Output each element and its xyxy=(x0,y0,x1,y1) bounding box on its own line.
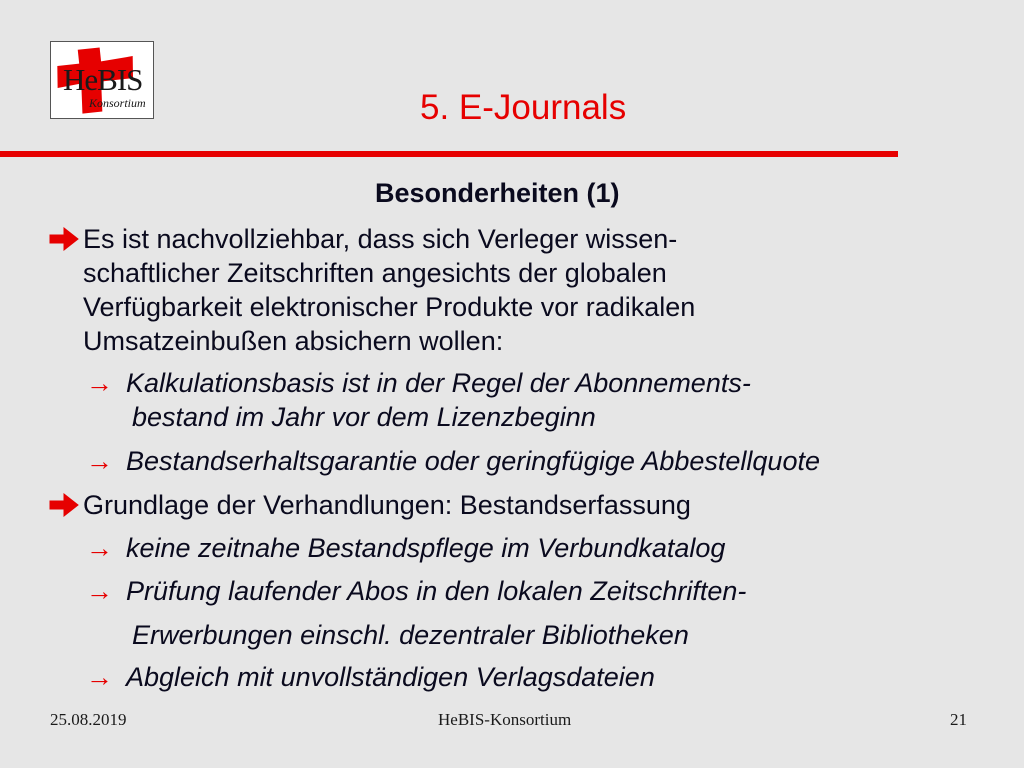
sub-bullet-text xyxy=(126,531,725,565)
arrow-icon: → xyxy=(86,576,113,606)
sub-bullet-line: Kalkulationsbasis ist in der Regel der Abonnements- xyxy=(126,368,751,398)
bullet-line: schaftlicher Zeitschriften angesichts der globalen xyxy=(83,258,667,288)
bullet-line: Umsatzeinbußen absichern wollen: xyxy=(83,326,504,356)
sub-bullet-text xyxy=(126,660,655,694)
sub-bullet-line: Erwerbungen einschl. dezentraler Bibliotheken xyxy=(132,620,689,650)
sub-bullet-line: Abgleich mit unvollständigen Verlagsdateien xyxy=(126,662,655,692)
logo-sub-text: Konsortium xyxy=(89,96,146,110)
arrow-icon: → xyxy=(86,368,113,398)
red-arrow-bullet-icon xyxy=(48,227,80,251)
bullet-line: Grundlage der Verhandlungen: Bestandserfassung xyxy=(83,490,691,520)
footer-date: 25.08.2019 xyxy=(50,710,127,729)
arrow-icon: → xyxy=(86,662,113,692)
red-arrow-bullet-icon xyxy=(48,493,80,517)
footer-page-number: 21 xyxy=(950,710,967,729)
slide-subtitle: Besonderheiten (1) xyxy=(375,178,620,208)
bullet-line: Es ist nachvollziehbar, dass sich Verleger wissen- xyxy=(83,224,678,254)
sub-bullet-line: Prüfung laufender Abos in den lokalen Zeitschriften- xyxy=(126,576,747,606)
arrow-icon: → xyxy=(86,533,113,563)
sub-bullet-line: Bestandserhaltsgarantie oder geringfügige Abbestellquote xyxy=(126,446,820,476)
sub-bullet-line: bestand im Jahr vor dem Lizenzbeginn xyxy=(132,402,596,432)
slide-title: 5. E-Journals xyxy=(420,88,627,127)
footer-center: HeBIS-Konsortium xyxy=(438,710,572,729)
sub-bullet-text xyxy=(126,444,820,478)
arrow-icon: → xyxy=(86,446,113,476)
bullet-text xyxy=(83,488,691,522)
title-divider xyxy=(0,151,898,157)
bullet-text xyxy=(83,222,695,358)
logo-main-text: HeBIS xyxy=(63,62,143,97)
sub-bullet-text xyxy=(126,574,746,652)
sub-bullet-line: keine zeitnahe Bestandspflege im Verbundkatalog xyxy=(126,533,726,563)
bullet-line: Verfügbarkeit elektronischer Produkte vor radikalen xyxy=(83,292,696,322)
hebis-logo xyxy=(50,41,154,119)
sub-bullet-text xyxy=(126,366,751,434)
